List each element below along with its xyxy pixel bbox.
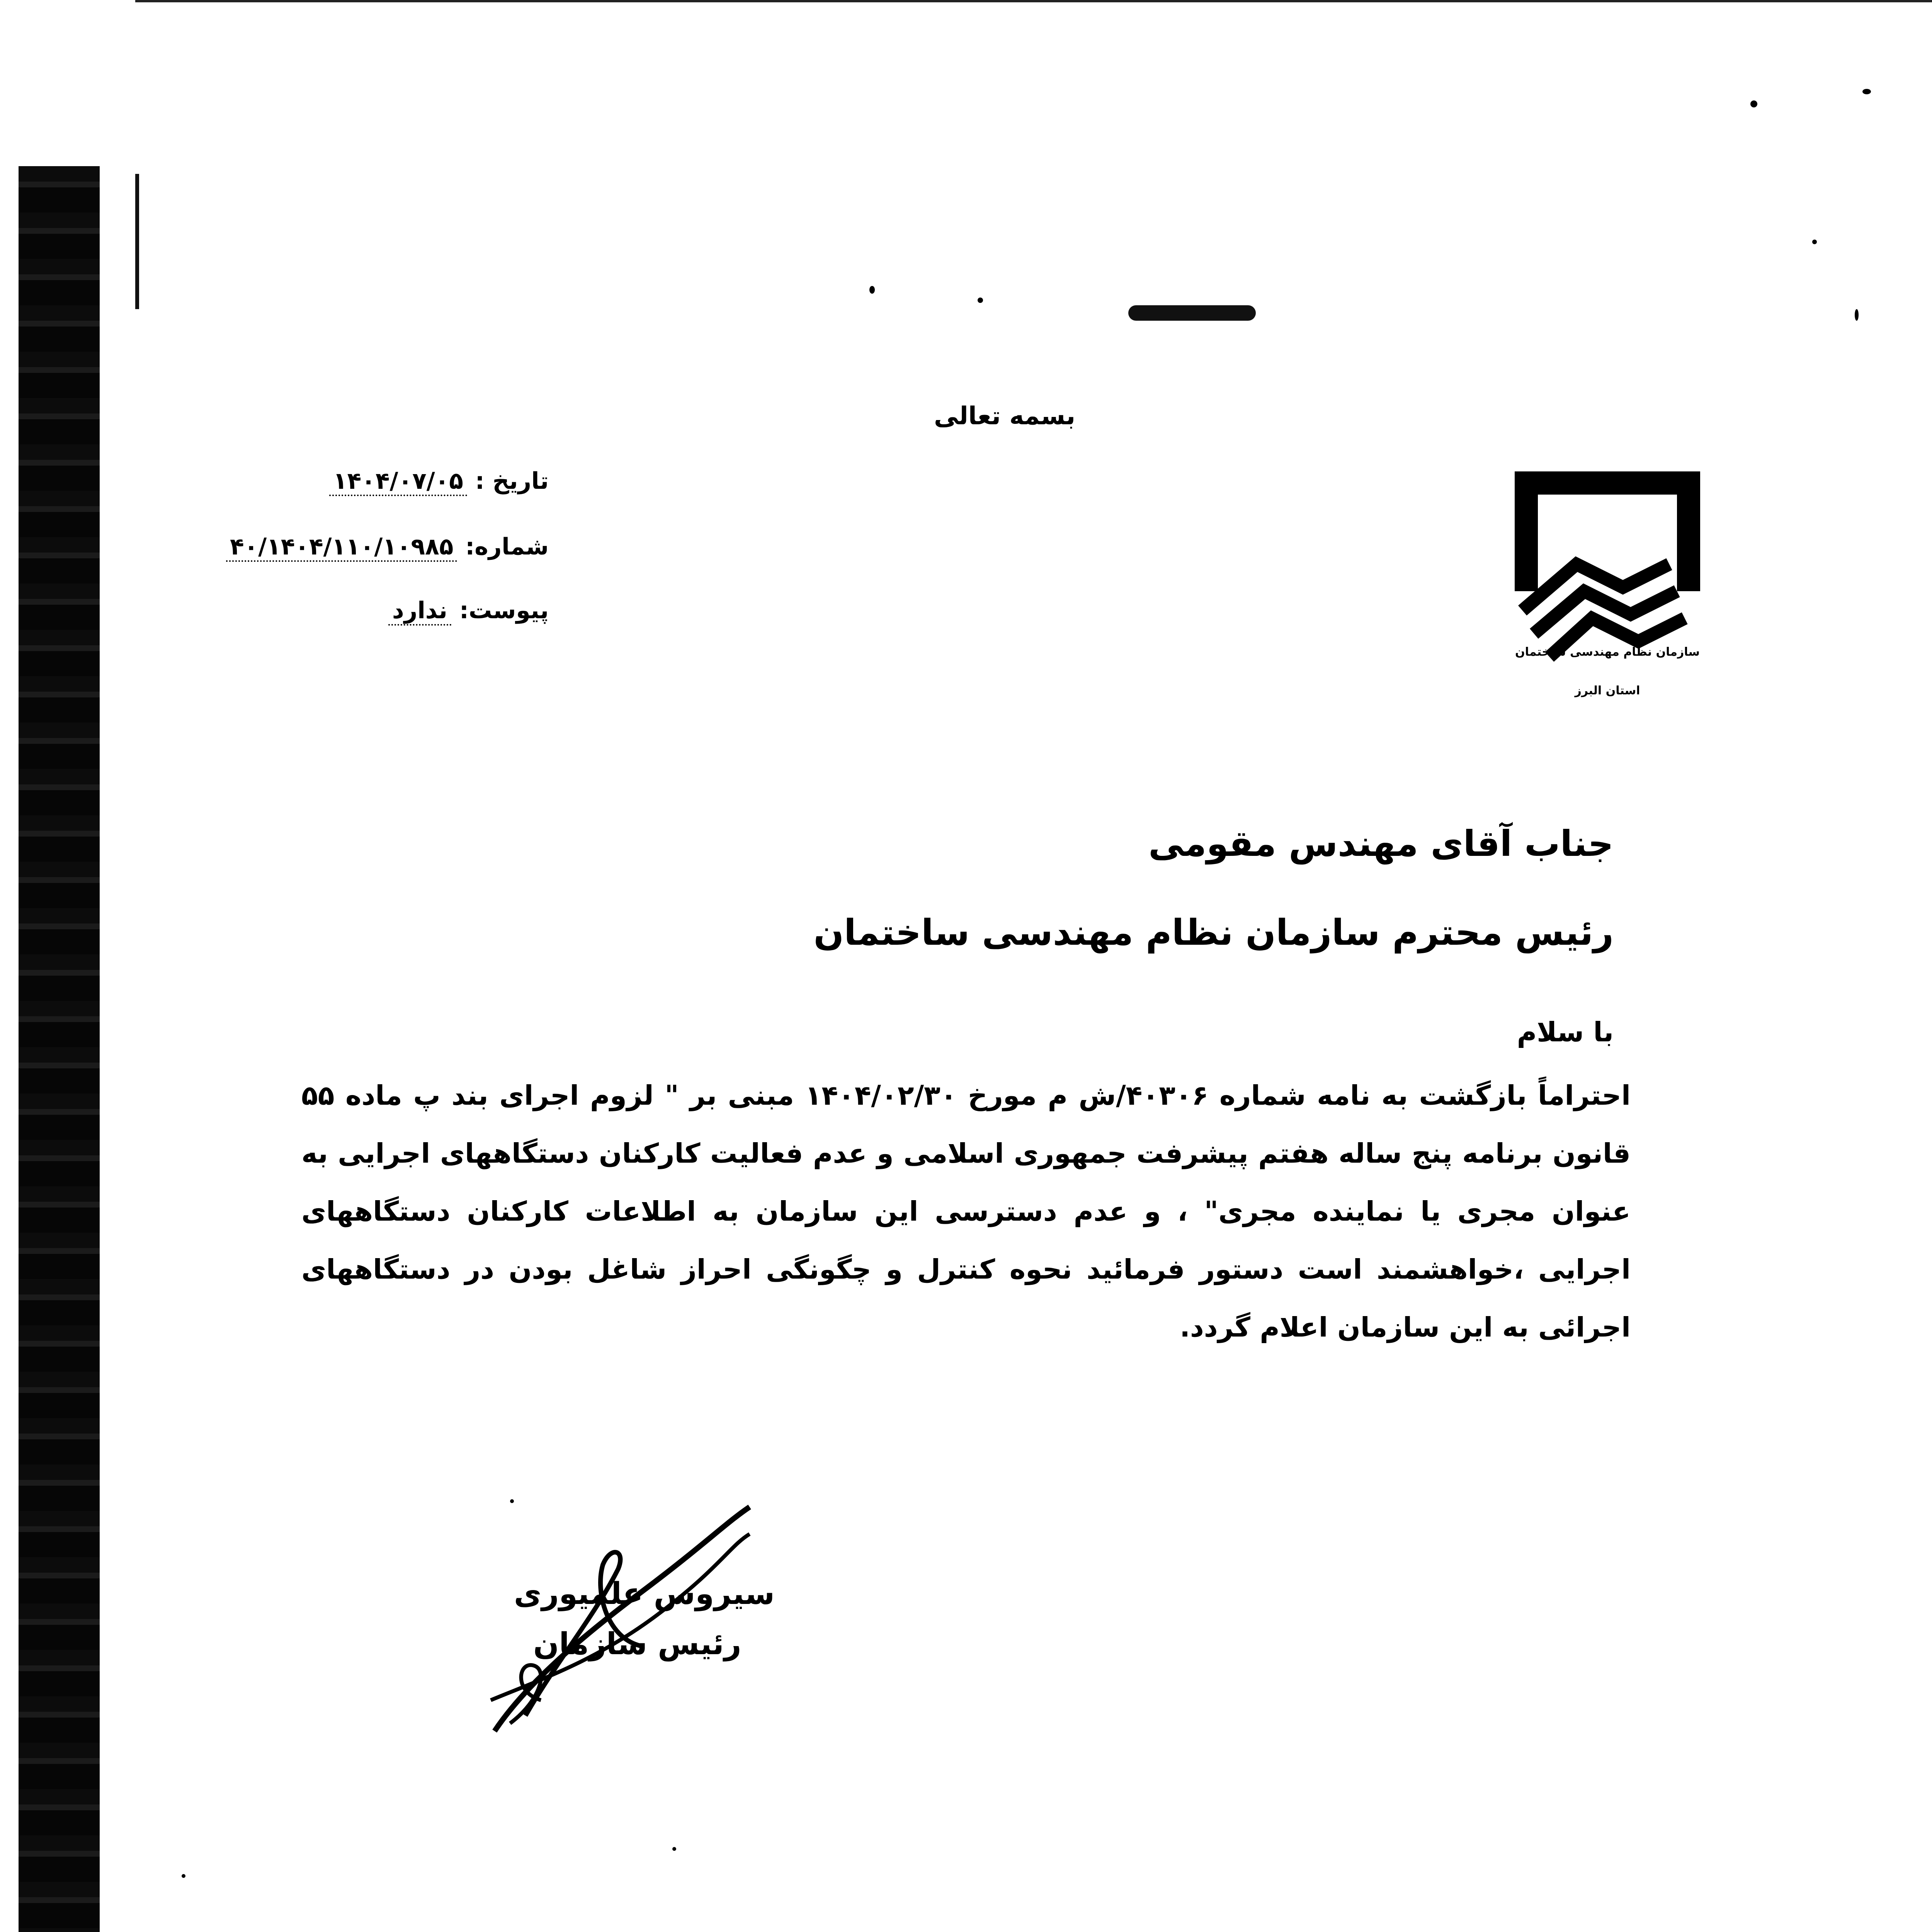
scan-speck: [1855, 309, 1859, 321]
scan-edge-strip: [19, 166, 100, 1932]
scan-speck: [182, 1874, 185, 1878]
date-value: ۱۴۰۴/۰۷/۰۵: [329, 468, 467, 496]
number-label: شماره:: [465, 533, 549, 560]
scan-speck: [869, 286, 875, 294]
scan-speck: [510, 1499, 514, 1503]
handwritten-signature-icon: [479, 1499, 757, 1747]
organization-logo-icon: [1507, 464, 1708, 703]
header-scribble: [1128, 305, 1256, 321]
letter-date: [162, 468, 549, 496]
greeting: با سلام: [1517, 1016, 1614, 1048]
scan-speck: [672, 1847, 676, 1851]
letter-number: [162, 533, 549, 562]
letter-body: احتراماً بازگشت به نامه شماره ۴۰۳۰۶/ش م مورخ ۱۴۰۴/۰۲/۳۰ مبنی بر " لزوم اجرای بند پ ماده ۵۵ قانون برنامه پنج ساله هفتم پیشرفت جمهوری اسلامی و عدم فعالیت کارکنان دستگاههای اجرایی به عنوان مجری یا نماینده مجری" ، و عدم دسترسی این سازمان به اطلاعات کارکنان دستگاههای اجرایی ،خواهشمند است دستور فرمائید نحوه کنترل و چگونگی احراز شاغل بودن در دستگاههای اجرائی به این سازمان اعلام گردد.: [301, 1080, 1631, 1343]
logo-subcaption: استان البرز: [1575, 684, 1640, 697]
signatory-title: رئیس سازمان: [533, 1627, 742, 1662]
logo-caption: سازمان نظام مهندسی ساختمان: [1515, 645, 1700, 659]
letter-attachment: [162, 597, 549, 626]
attachment-value: ندارد: [388, 597, 451, 626]
number-value: ۴۰/۱۴۰۴/۱۱۰/۱۰۹۸۵: [226, 533, 457, 562]
signatory-name: سیروس علمیوری: [514, 1577, 775, 1611]
bismillah-heading: بسمه تعالی: [934, 402, 1076, 430]
attachment-label: پیوست:: [459, 597, 549, 624]
scan-speck: [978, 298, 983, 303]
scan-speck: [1750, 100, 1757, 107]
scan-speck: [1812, 240, 1817, 244]
scan-speck: [1862, 89, 1871, 94]
left-margin-line: [135, 174, 139, 309]
recipient-name: جناب آقای مهندس مقومی: [1148, 823, 1614, 864]
date-label: تاریخ :: [475, 468, 549, 495]
recipient-title: رئیس محترم سازمان نظام مهندسی ساختمان: [813, 912, 1614, 953]
top-edge-line: [135, 0, 1932, 2]
